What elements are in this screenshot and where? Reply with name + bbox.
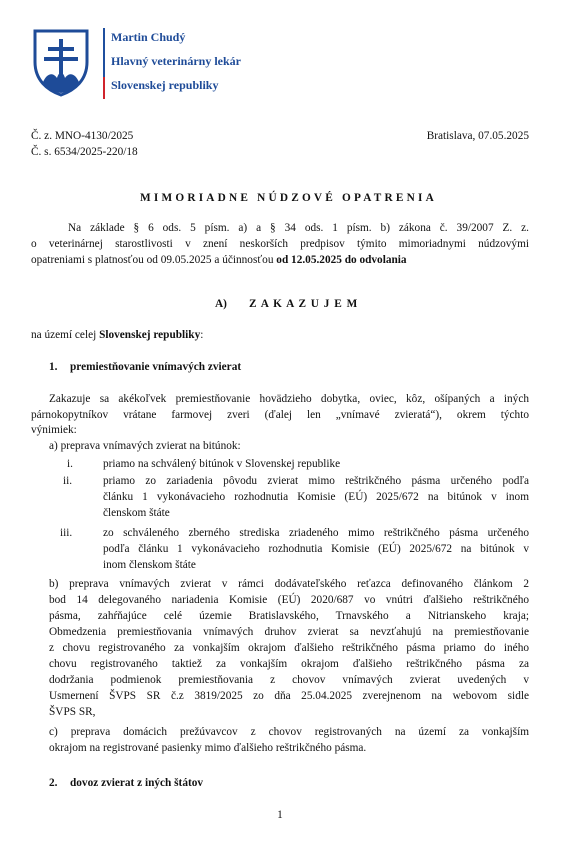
exception-b-line: pásma, zahŕňajúce celé územie Bratislavského, Trnavského a Nitrianskeho kraja; bbox=[49, 610, 529, 622]
exception-b-line: Usmernení ŠVPS SR č.z 3819/2025 zo dňa 25.04.2025 zverejnenom na webovom sidle bbox=[49, 690, 529, 702]
section-a-number: A) bbox=[215, 298, 227, 310]
exception-b-line: b) preprava vnímavých zvierat v rámci dodávateľského reťazca definovaného článkom 2 bbox=[49, 578, 529, 590]
exception-c-line: okrajom na registrované pasienky mimo ďalšieho reštrikčného pásma. bbox=[49, 742, 367, 754]
validity-date: od 12.05.2025 do odvolania bbox=[276, 254, 407, 266]
sub-item-line: zo schváleného zberného strediska zriadeného mimo reštrikčného pásma určeného bbox=[103, 527, 529, 539]
intro-line-2: o veterinárnej starostlivosti v znení neskorších predpisov týmito mimoriadnymi núdzovými bbox=[31, 238, 529, 250]
exception-b-line: ŠVPS SR, bbox=[49, 706, 96, 718]
header-title: Hlavný veterinárny lekár bbox=[111, 54, 241, 68]
item-1-number: 1. bbox=[49, 361, 58, 373]
sub-item-line: priamo zo zariadenia pôvodu zvierat mimo reštrikčného pásma určeného podľa bbox=[103, 475, 529, 487]
item-2-number: 2. bbox=[49, 777, 58, 789]
header-name: Martin Chudý bbox=[111, 30, 186, 44]
section-a-title: Z A K A Z U J E M bbox=[249, 298, 359, 310]
exception-b-line: dodržania podmienok premiestňovania z chovov vnímavých zvierat uvedených v bbox=[49, 674, 529, 686]
sub-item-line: priamo na schválený bitúnok v Slovenskej republike bbox=[103, 458, 341, 470]
item-1-paragraph-line: párnokopytníkov vrátane farmovej zveri (ďalej len „vnímavé zvieratá“), okrem týchto bbox=[31, 409, 529, 421]
header-country: Slovenskej republiky bbox=[111, 78, 219, 92]
file-number: Č. s. 6534/2025-220/18 bbox=[31, 146, 138, 158]
exception-b-line: Obmedzenia premiestňovania vnímavých druhov zvierat sa nevzťahujú na premiestňovanie bbox=[49, 626, 529, 638]
territory-line: na území celej Slovenskej republiky: bbox=[31, 329, 204, 341]
sub-item-number: i. bbox=[67, 458, 73, 470]
page-number: 1 bbox=[277, 809, 283, 821]
sub-item-line: podľa článku 1 vykonávacieho rozhodnutia Komisie (EÚ) 2025/672 na bitúnok v bbox=[103, 543, 529, 555]
exception-b-line: chovu registrovaného taktiež za vonkajším okrajom ďalšieho reštrikčného pásma za bbox=[49, 658, 529, 670]
place-date: Bratislava, 07.05.2025 bbox=[426, 130, 529, 142]
sub-item-number: iii. bbox=[60, 527, 73, 539]
item-1-paragraph-line: výnimiek: bbox=[31, 424, 77, 436]
document-title: MIMORIADNE NÚDZOVÉ OPATRENIA bbox=[140, 192, 437, 204]
exception-c-line: c) preprava domácich prežúvavcov z chovov registrovaných na území za vonkajším bbox=[49, 726, 529, 738]
sub-item-line: článku 1 vykonávacieho rozhodnutia Komisie (EÚ) 2025/672 na bitúnok v inom bbox=[103, 491, 529, 503]
territory-country: Slovenskej republiky bbox=[99, 329, 201, 341]
item-2-title: dovoz zvierat z iných štátov bbox=[70, 777, 204, 789]
intro-line-1: Na základe § 6 ods. 5 písm. a) a § 34 ods. 1 písm. b) zákona č. 39/2007 Z. z. bbox=[68, 222, 529, 234]
sub-item-number: ii. bbox=[63, 475, 73, 487]
item-1-paragraph-line: Zakazuje sa akékoľvek premiestňovanie hovädzieho dobytka, oviec, kôz, ošípaných a iných bbox=[49, 393, 529, 405]
header-divider-accent bbox=[103, 77, 105, 99]
sub-item-line: členskom štáte bbox=[103, 507, 170, 519]
item-1-title: premiestňovanie vnímavých zvierat bbox=[70, 361, 242, 373]
intro-line-3: opatreniami s platnosťou od 09.05.2025 a účinnosťou od 12.05.2025 do odvolania bbox=[31, 254, 407, 266]
coat-of-arms-icon bbox=[31, 28, 91, 98]
ref-number: Č. z. MNO-4130/2025 bbox=[31, 130, 134, 142]
exception-a-heading: a) preprava vnímavých zvierat na bitúnok: bbox=[49, 440, 241, 452]
sub-item-line: inom členskom štáte bbox=[103, 559, 196, 571]
exception-b-line: bod 14 delegovaného nariadenia Komisie (EÚ) 2020/687 vo vnútri ďalšieho reštrikčného bbox=[49, 594, 529, 606]
exception-b-line: z chovu registrovaného za vonkajším okrajom ďalšieho reštrikčného pásma priamo do iného bbox=[49, 642, 529, 654]
